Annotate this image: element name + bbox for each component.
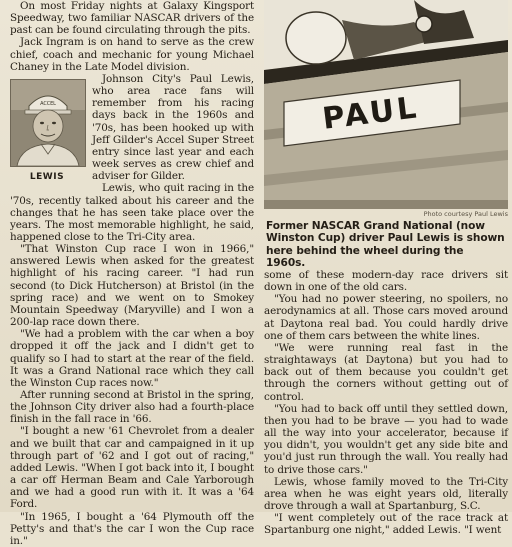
paragraph: some of these modern-day race drivers sit down in one of the old cars. (264, 269, 508, 294)
paragraph: Lewis, whose family moved to the Tri-City area when he was eight years old, literally drove through a wall at Spartanburg, S.C. (264, 475, 508, 512)
photo-caption: Former NASCAR Grand National (now Winston Cup) driver Paul Lewis is shown here behind the wheel during the 1960s. (266, 220, 505, 270)
paragraph: "I went completely out of the race track at Spartanburg one night," added Lewis. "I went (264, 512, 508, 537)
mugshot-photo (10, 79, 86, 167)
article-left-column (10, 0, 254, 547)
mugshot-caption: LEWIS (29, 171, 65, 182)
mugshot (10, 79, 84, 183)
paragraph: "You had to back off until they settled down, then you had to be brave — you had to wade all the way into your accelerator, because if you didn't, you wouldn't get any side bite and you'd just run through the wall. You really had to drive those cars." (264, 402, 508, 476)
race-car-photo (264, 0, 508, 209)
paragraph: "In 1965, I bought a '64 Plymouth off the Petty's and that's the car I won the Cup race in." (10, 510, 254, 547)
paragraph: Jack Ingram is on hand to serve as the crew chief, coach and mechanic for young Michael Chaney in the Late Model division. (10, 36, 254, 73)
paragraph: After running second at Bristol in the spring, the Johnson City driver also had a fourth-place finish in the fall race in '66. (10, 389, 254, 426)
paragraph: "We had a problem with the car when a boy dropped it off the jack and I didn't get to qualify so I had to start at the rear of the field. It was a Grand National race which they call the Winston Cup races now." (10, 328, 254, 389)
photo-credit: Photo courtesy Paul Lewis (423, 210, 508, 218)
paragraph: Johnson City's Paul Lewis, who area race fans will remember from his racing days back in the 1960s and '70s, has been hooked up with Jeff Gilder's Accel Super Street entry since last year and each week serves as crew chief and adviser for Gilder. (92, 72, 254, 183)
paragraph: Lewis, who quit racing in the '70s, recently talked about his career and the changes that he has seen take place over the years. The most memorable highlight, he said, happened close to the Tri-City area. (10, 182, 254, 243)
man-portrait-image (11, 80, 85, 166)
paragraph: "You had no power steering, no spoilers, no aerodynamics at all. Those cars moved around at Daytona real bad. You could hardly drive one of them cars between the white lines. (264, 293, 508, 342)
paragraph: "We were running real fast in the straightaways (at Daytona) but you had to back out of them because you couldn't get through the corners without getting out of control. (264, 341, 508, 403)
driver-in-car-image (264, 0, 508, 209)
paragraph: On most Friday nights at Galaxy Kingsport Speedway, two familiar NASCAR drivers of the past can be found circulating through the pits. (10, 0, 254, 37)
paragraph: "I bought a new '61 Chevrolet from a dealer and we built that car and campaigned in it up through part of '62 and I got out of racing," added Lewis. "When I got back into it, I bought a car off Herman Beam and Cale Yarborough and we had a good run with it. It was a '64 Ford. (10, 425, 254, 511)
article-right-column (264, 269, 508, 536)
paragraph: "That Winston Cup race I won in 1966," answered Lewis when asked for the greatest highlight of his racing career. "I had run second (to Dick Hutcherson) at Bristol (in the spring race) and we went on to Smokey Mountain Speedway (Maryville) and I won a 200-lap race down there. (10, 243, 254, 329)
svg-text:ACCEL: ACCEL (40, 100, 56, 107)
car-name-lettering: PAUL (320, 90, 422, 137)
